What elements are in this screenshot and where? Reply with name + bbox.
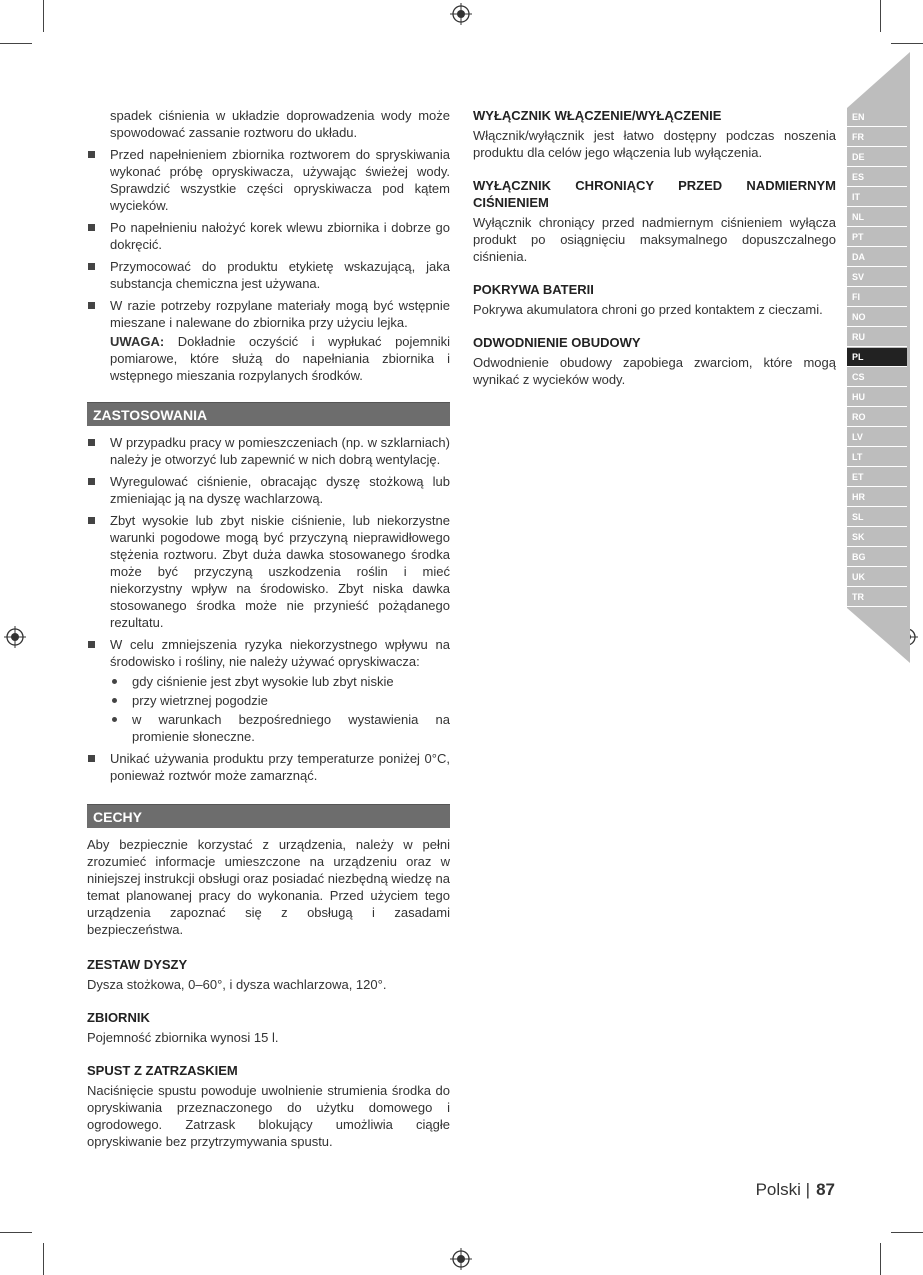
list-item <box>87 636 450 670</box>
preparation-list <box>87 146 450 331</box>
left-column <box>87 107 450 1150</box>
language-tab-es: ES <box>847 168 907 187</box>
section-power-switch <box>473 107 836 161</box>
page-number: 87 <box>816 1180 835 1199</box>
section-pressure-switch <box>473 177 836 265</box>
language-tab-sk: SK <box>847 528 907 547</box>
section-text: Pokrywa akumulatora chroni go przed kontaktem z cieczami. <box>473 302 823 317</box>
language-tab-lt: LT <box>847 448 907 467</box>
language-index <box>847 108 907 608</box>
section-battery-cover <box>473 281 836 318</box>
language-tab-uk: UK <box>847 568 907 587</box>
section-nozzle-kit <box>87 956 450 993</box>
section-header-cechy: CECHY <box>87 804 450 828</box>
sub-list-item: w warunkach bezpośredniego wystawienia na promienie słoneczne. <box>87 711 450 745</box>
language-tab-nl: NL <box>847 208 907 227</box>
note-text: Dokładnie oczyścić i wypłukać pojemniki pomiarowe, które służą do napełniania zbiornika i wstępnego mieszania rozpylanych środków. <box>110 334 450 383</box>
section-tank <box>87 1009 450 1046</box>
sub-list-item: przy wietrznej pogodzie <box>87 692 450 709</box>
list-item: Unikać używania produktu przy temperaturze poniżej 0°C, ponieważ roztwór może zamarznąć. <box>87 750 450 784</box>
language-tab-da: DA <box>847 248 907 267</box>
section-title: POKRYWA BATERII <box>473 282 594 297</box>
right-column <box>473 107 836 388</box>
page-footer <box>756 1180 835 1200</box>
features-text: Aby bezpiecznie korzystać z urządzenia, należy w pełni zrozumieć informacje umieszczone na urządzeniu oraz w niniejszej instrukcji obsługi oraz posiadać niezbędną wiedzę na temat planowanej pracy do wykonania. Przed użyciem tego urządzenia zapoznać się z obsługą i zasadami bezpieczeństwa. <box>87 837 450 937</box>
language-tab-tr: TR <box>847 588 907 607</box>
language-tab-cs: CS <box>847 368 907 387</box>
section-title: WYŁĄCZNIK WŁĄCZENIE/WYŁĄCZENIE <box>473 108 722 123</box>
section-title: ZESTAW DYSZY <box>87 957 188 972</box>
list-item: Przed napełnieniem zbiornika roztworem do spryskiwania wykonać próbę opryskiwacza, używając świeżej wody. Sprawdzić wszystkie części opryskiwacza pod kątem wycieków. <box>87 146 450 214</box>
language-tab-sv: SV <box>847 268 907 287</box>
language-tab-pl: PL <box>847 348 907 367</box>
section-title: SPUST Z ZATRZASKIEM <box>87 1063 238 1078</box>
list-item: Zbyt wysokie lub zbyt niskie ciśnienie, lub niekorzystne warunki pogodowe mogą być przyczyną nieprawidłowego stężenia roztworu. Zbyt duża dawka stosowanego środka może być przyczyną uszkodzenia roślin i mieć niekorzystny wpływ na środowisko. Zbyt niska dawka stosowanego środka może nie przynieść pożądanego rezultatu. <box>87 512 450 631</box>
language-tab-et: ET <box>847 468 907 487</box>
section-header-zastosowania: ZASTOSOWANIA <box>87 402 450 426</box>
language-tab-bg: BG <box>847 548 907 567</box>
conditions-list <box>87 673 450 745</box>
section-trigger <box>87 1062 450 1150</box>
sub-list-item: gdy ciśnienie jest zbyt wysokie lub zbyt niskie <box>87 673 450 690</box>
section-title: WYŁĄCZNIK CHRONIĄCY PRZED NADMIERNYM CIŚNIENIEM <box>473 178 836 210</box>
language-tab-fi: FI <box>847 288 907 307</box>
language-tab-pt: PT <box>847 228 907 247</box>
language-tab-ro: RO <box>847 408 907 427</box>
list-item: W przypadku pracy w pomieszczeniach (np. w szklarniach) należy je otworzyć lub zapewnić w nich dobrą wentylację. <box>87 434 450 468</box>
section-text: Pojemność zbiornika wynosi 15 l. <box>87 1030 279 1045</box>
language-tab-de: DE <box>847 148 907 167</box>
language-tab-hu: HU <box>847 388 907 407</box>
applications-list <box>87 434 450 670</box>
section-title: ZBIORNIK <box>87 1010 150 1025</box>
note-label: UWAGA: <box>110 334 165 349</box>
temperature-list <box>87 750 450 784</box>
list-item: W razie potrzeby rozpylane materiały mogą być wstępnie mieszane i nalewane do zbiornika przy użyciu lejka. <box>87 297 450 331</box>
language-tab-ru: RU <box>847 328 907 347</box>
list-item: Przymocować do produktu etykietę wskazującą, jaka substancja chemiczna jest używana. <box>87 258 450 292</box>
language-tab-en: EN <box>847 108 907 127</box>
list-item-text: W celu zmniejszenia ryzyka niekorzystnego wpływu na środowisko i rośliny, nie należy używać opryskiwacza: <box>110 637 450 669</box>
list-item: Wyregulować ciśnienie, obracając dyszę stożkową lub zmieniając ją na dyszę wachlarzową. <box>87 473 450 507</box>
language-tab-sl: SL <box>847 508 907 527</box>
section-title: ODWODNIENIE OBUDOWY <box>473 335 641 350</box>
language-tab-it: IT <box>847 188 907 207</box>
language-tab-no: NO <box>847 308 907 327</box>
footer-language: Polski | <box>755 1180 811 1199</box>
language-tab-fr: FR <box>847 128 907 147</box>
language-tab-lv: LV <box>847 428 907 447</box>
section-housing-drain <box>473 334 836 388</box>
section-text: Dysza stożkowa, 0–60°, i dysza wachlarzowa, 120°. <box>87 977 387 992</box>
language-tab-hr: HR <box>847 488 907 507</box>
list-item: Po napełnieniu nałożyć korek wlewu zbiornika i dobrze go dokręcić. <box>87 219 450 253</box>
section-text: Włącznik/wyłącznik jest łatwo dostępny podczas noszenia produktu dla celów jego włączenia lub wyłączenia. <box>473 128 836 160</box>
section-text: Odwodnienie obudowy zapobiega zwarciom, które mogą wynikać z wycieków wody. <box>473 355 836 387</box>
note <box>110 333 450 384</box>
section-text: Naciśnięcie spustu powoduje uwolnienie strumienia środka do opryskiwania przeznaczonego do użytku domowego i ogrodowego. Zatrzask blokujący umożliwia ciągłe opryskiwanie bez przytrzymywania spustu. <box>87 1083 450 1149</box>
section-text: Wyłącznik chroniący przed nadmiernym ciśnieniem wyłącza produkt po osiągnięciu maksymalnego dopuszczalnego ciśnienia. <box>473 215 836 264</box>
intro-text: spadek ciśnienia w układzie doprowadzenia wody może spowodować zassanie roztworu do układu. <box>110 108 450 140</box>
